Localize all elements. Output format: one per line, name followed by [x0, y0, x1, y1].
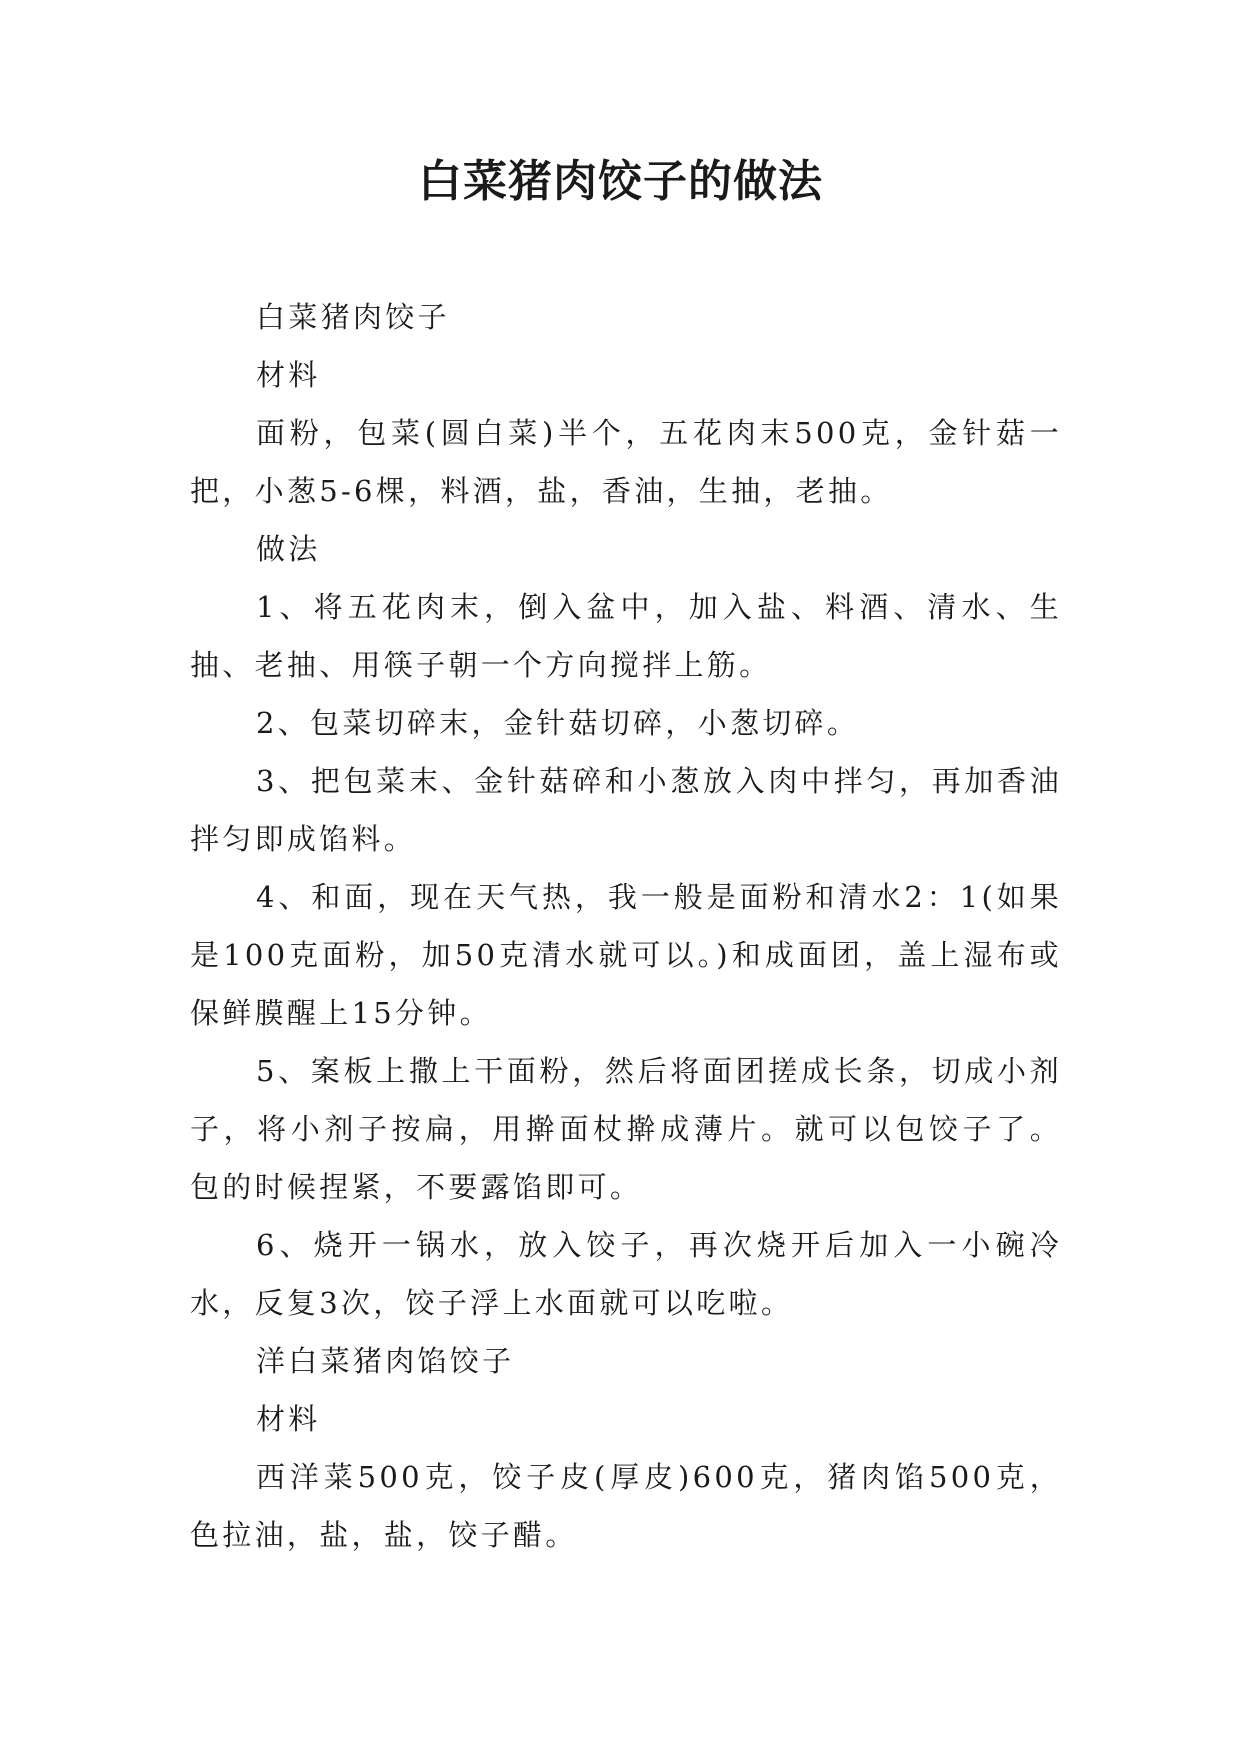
ingredients-heading-2: 材料 [256, 1402, 321, 1436]
ingredients-heading: 材料 [256, 358, 321, 392]
step-5: 5、案板上撒上干面粉，然后将面团搓成长条，切成小剂子，将小剂子按扁，用擀面杖擀成薄片。就可以包饺子了。包的时候捏紧，不要露馅即可。 [190, 1054, 1062, 1204]
step-3: 3、把包菜末、金针菇碎和小葱放入肉中拌匀，再加香油拌匀即成馅料。 [190, 764, 1062, 856]
ingredients-text: 面粉，包菜(圆白菜)半个，五花肉末500克，金针菇一把，小葱5-6棵，料酒，盐，香油，生抽，老抽。 [190, 416, 1062, 508]
step-4: 4、和面，现在天气热，我一般是面粉和清水2：1(如果是100克面粉，加50克清水就可以。)和成面团，盖上湿布或保鲜膜醒上15分钟。 [190, 880, 1062, 1030]
document-title: 白菜猪肉饺子的做法 [418, 156, 823, 207]
step-6: 6、烧开一锅水，放入饺子，再次烧开后加入一小碗冷水，反复3次，饺子浮上水面就可以吃啦。 [190, 1228, 1062, 1320]
section-heading-cabbage-pork-dumplings: 白菜猪肉饺子 [256, 300, 450, 334]
section-heading-western-cabbage-dumplings: 洋白菜猪肉馅饺子 [256, 1344, 515, 1378]
document-body [190, 288, 1062, 1564]
method-heading: 做法 [256, 532, 321, 566]
step-1: 1、将五花肉末，倒入盆中，加入盐、料酒、清水、生抽、老抽、用筷子朝一个方向搅拌上筋。 [190, 590, 1062, 682]
ingredients-text-2: 西洋菜500克，饺子皮(厚皮)600克，猪肉馅500克，色拉油，盐，盐，饺子醋。 [190, 1460, 1062, 1552]
step-2: 2、包菜切碎末，金针菇切碎，小葱切碎。 [256, 706, 860, 740]
